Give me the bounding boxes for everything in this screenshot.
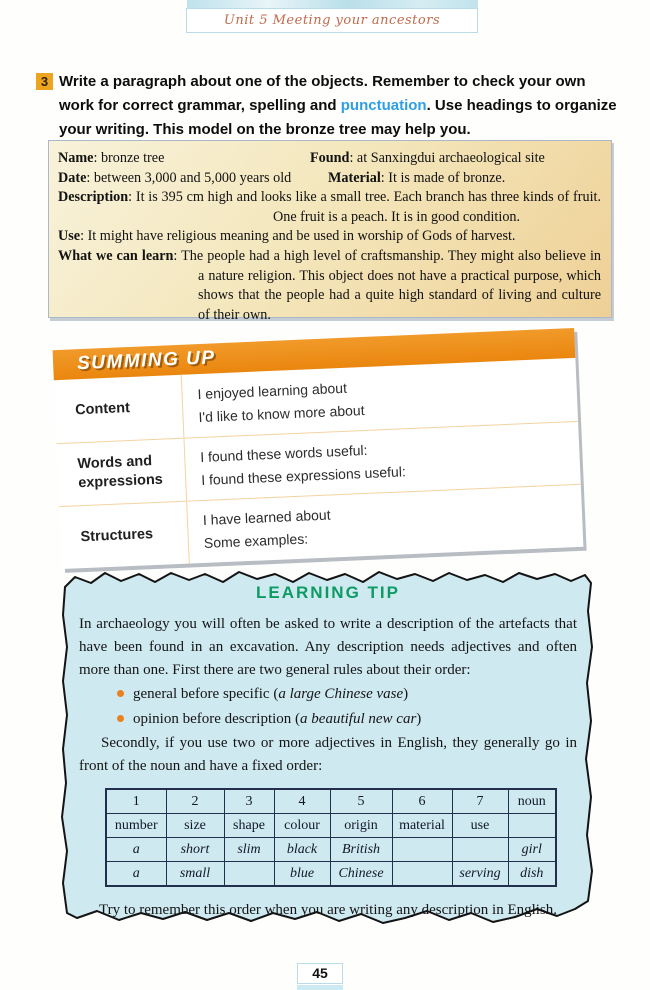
- learning-tip-paragraph-3: Try to remember this order when you are writing any description in English.: [98, 902, 558, 918]
- table-cell: 5: [330, 789, 392, 814]
- unit-title: Unit 5 Meeting your ancestors: [223, 13, 441, 28]
- exercise-number-badge: 3: [36, 73, 53, 90]
- table-cell: girl: [508, 838, 556, 862]
- summing-row-label: Structures: [59, 502, 190, 569]
- model-use-value: : It might have religious meaning and be used in worship of Gods of harvest.: [80, 228, 516, 245]
- model-material: [328, 170, 505, 186]
- model-date-label: Date: [58, 169, 87, 186]
- table-cell: serving: [452, 862, 508, 887]
- summing-line: Some examples:: [203, 530, 309, 551]
- summing-line: I'd like to know more about: [198, 401, 365, 425]
- table-cell: noun: [508, 789, 556, 814]
- table-cell: short: [166, 838, 224, 862]
- table-cell: a: [106, 838, 166, 862]
- table-cell: shape: [224, 814, 274, 838]
- table-cell: colour: [274, 814, 330, 838]
- model-description-label: Description: [58, 189, 129, 206]
- model-use: [58, 227, 601, 247]
- model-found: [310, 150, 545, 166]
- table-cell: material: [392, 814, 452, 838]
- table-cell: dish: [508, 862, 556, 887]
- summing-row-label: Content: [54, 375, 185, 443]
- table-row-example-2: [106, 862, 556, 887]
- summing-line: I enjoyed learning about: [197, 379, 348, 402]
- table-cell: 2: [166, 789, 224, 814]
- table-cell: 7: [452, 789, 508, 814]
- table-cell: a: [106, 862, 166, 887]
- model-description: [58, 188, 601, 227]
- table-cell: origin: [330, 814, 392, 838]
- model-row-date-material: [58, 169, 601, 189]
- summing-line: I found these expressions useful:: [200, 463, 407, 489]
- table-row-numbers: [106, 789, 556, 814]
- model-learn-value: : The people had a high level of craftsmanship. They might also believe in a nature religion. This object does not have a practical purpose, which shows that the people had a quite high standard of living and culture of their own.: [173, 247, 602, 323]
- bullet-close: ): [403, 686, 409, 702]
- table-cell: Chinese: [330, 862, 392, 887]
- model-name-label: Name: [58, 150, 94, 166]
- learning-tip-paragraph-1: In archaeology you will often be asked to write a description of the artefacts that have been found in an excavation. Any description needs adjectives and often more than one. First there are two general rules about their order:: [79, 616, 577, 678]
- summing-up-title: SUMMING UP: [76, 347, 216, 375]
- table-cell: 1: [106, 789, 166, 814]
- model-learn-label: What we can learn: [58, 247, 174, 264]
- learning-tip-paragraph-2: Secondly, if you use two or more adjectives in English, they generally go in front of the noun and have a fixed order:: [79, 735, 577, 774]
- exercise-text-part2: . Use headings to organize your writing. This model on the bronze tree may help you.: [59, 97, 617, 138]
- adjective-order-table: [105, 788, 557, 887]
- table-cell: [392, 862, 452, 887]
- table-cell: [452, 838, 508, 862]
- bullet-dot-icon: [117, 715, 124, 722]
- table-cell: [392, 838, 452, 862]
- model-date-value: : between 3,000 and 5,000 years old: [86, 169, 292, 186]
- summing-up-section: [53, 328, 584, 569]
- table-cell: British: [330, 838, 392, 862]
- table-cell: small: [166, 862, 224, 887]
- bullet-close: ): [416, 711, 422, 727]
- learning-tip-content: [79, 581, 577, 922]
- exercise-text-part1: Write a paragraph about one of the objects. Remember to check your own work for correct grammar, spelling and: [59, 73, 586, 114]
- bullet-dot-icon: [117, 690, 124, 697]
- table-cell: [508, 814, 556, 838]
- model-date: [58, 169, 328, 189]
- exercise-instructions: [59, 70, 620, 142]
- bullet-text: general before specific (: [133, 686, 279, 702]
- table-cell: size: [166, 814, 224, 838]
- summing-line: I found these words useful:: [199, 441, 368, 466]
- model-material-value: : It is made of bronze.: [380, 169, 506, 186]
- model-description-value: : It is 395 cm high and looks like a small tree. Each branch has three kinds of fruit. One fruit is a peach. It is in good condition.: [128, 189, 601, 225]
- model-found-label: Found: [310, 150, 350, 166]
- page-number: 45: [297, 963, 343, 984]
- table-cell: black: [274, 838, 330, 862]
- table-cell: slim: [224, 838, 274, 862]
- bullet-item-2: [79, 707, 577, 732]
- model-material-label: Material: [328, 169, 381, 186]
- table-row-categories: [106, 814, 556, 838]
- model-name: [58, 149, 310, 169]
- model-row-name-found: [58, 149, 601, 169]
- bullet-text: opinion before description (: [133, 711, 301, 727]
- punctuation-highlight: punctuation: [340, 97, 427, 114]
- model-use-label: Use: [58, 228, 81, 245]
- table-cell: blue: [274, 862, 330, 887]
- table-cell: 6: [392, 789, 452, 814]
- table-cell: 4: [274, 789, 330, 814]
- unit-header-box: [186, 8, 478, 33]
- model-name-value: : bronze tree: [93, 150, 165, 166]
- summing-line: I have learned about: [202, 506, 331, 528]
- exercise-section: [36, 70, 620, 142]
- page-number-decoration: [297, 985, 343, 990]
- bullet-example: a large Chinese vase: [278, 686, 404, 702]
- learning-tip-title: LEARNING TIP: [256, 583, 400, 602]
- learning-tip-section: [57, 563, 597, 931]
- summing-row-label: Words and expressions: [57, 439, 188, 506]
- table-cell: number: [106, 814, 166, 838]
- table-cell: use: [452, 814, 508, 838]
- table-cell: 3: [224, 789, 274, 814]
- bullet-item-1: [79, 682, 577, 707]
- model-found-value: : at Sanxingdui archaeological site: [349, 150, 545, 166]
- bullet-example: a beautiful new car: [300, 711, 417, 727]
- model-learn: [58, 247, 601, 325]
- model-writing-box: [48, 140, 612, 323]
- table-row-example-1: [106, 838, 556, 862]
- table-cell: [224, 862, 274, 887]
